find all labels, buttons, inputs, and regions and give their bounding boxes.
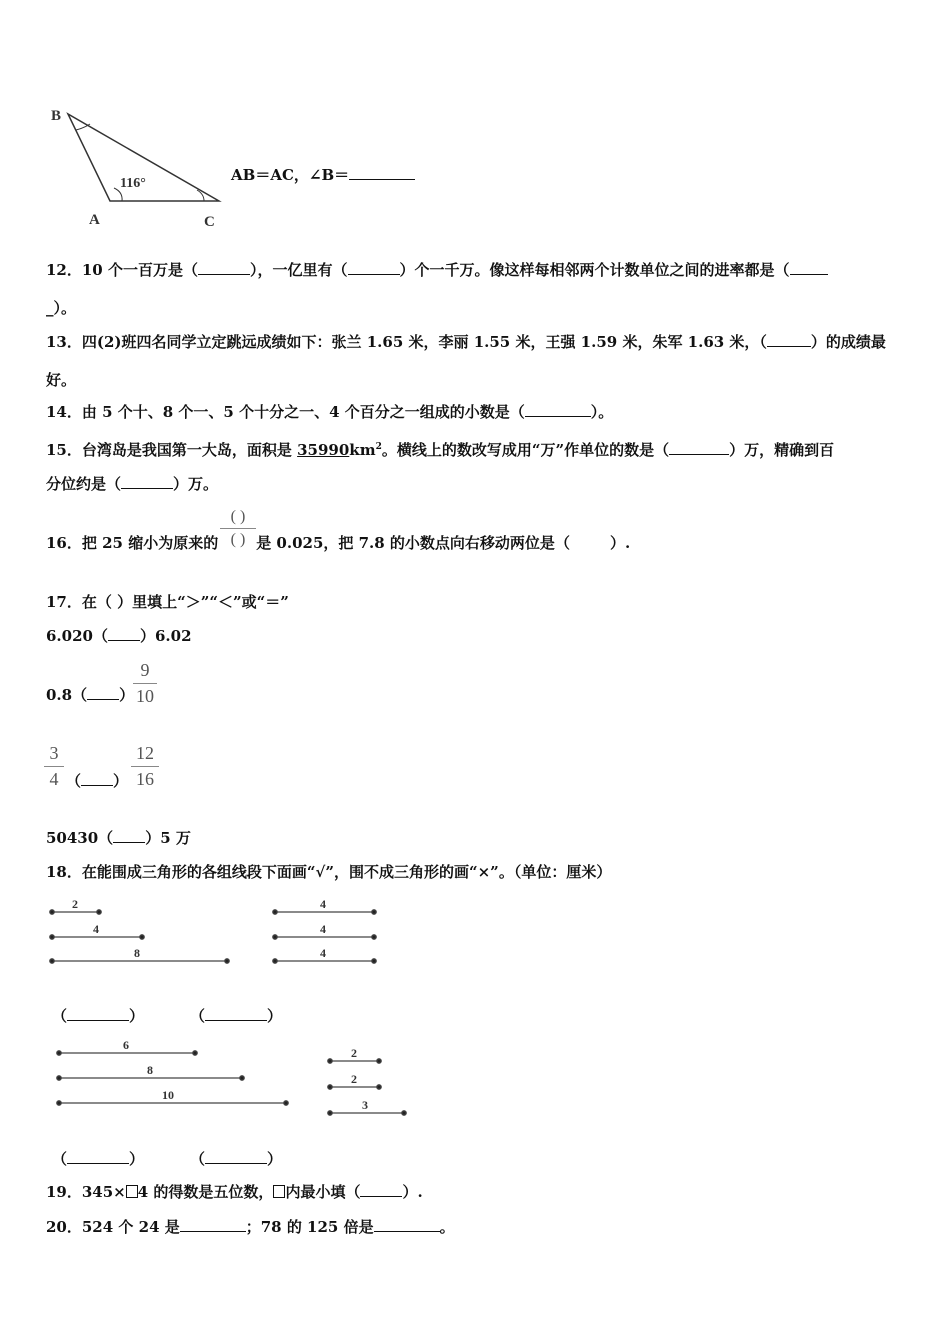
label-a: A bbox=[89, 212, 100, 228]
q17-compare4: 50430（ ）5 万 bbox=[46, 829, 191, 847]
q17-frac-9-10: 9 10 bbox=[133, 660, 157, 707]
q18-prompt: 18．在能围成三角形的各组线段下面画“√”，围不成三角形的画“×”。（单位：厘米） bbox=[46, 863, 612, 881]
q13-line1: 13．四(2)班四名同学立定跳远成绩如下：张兰 1.65 米，李丽 1.55 米，王强 1.59 米，朱军 1.63 米，（ ）的成绩最 bbox=[46, 333, 886, 351]
triangle-statement bbox=[231, 164, 415, 185]
triangle-statement-text: AB＝AC，∠B＝ bbox=[231, 166, 350, 184]
g1-label-3: 8 bbox=[134, 946, 140, 960]
q15-blank2[interactable] bbox=[121, 474, 173, 489]
q17-compare2: 0.8（ ） bbox=[46, 686, 135, 704]
q17-prompt: 17．在（ ）里填上“＞”“＜”或“＝” bbox=[46, 593, 289, 611]
label-c: C bbox=[204, 214, 215, 230]
q18-answer-3: （ ） bbox=[52, 1150, 145, 1168]
q20-blank1[interactable] bbox=[180, 1217, 246, 1232]
q12-line2: _）。 bbox=[46, 299, 77, 317]
q17-blank4[interactable] bbox=[113, 828, 145, 843]
q18-blank1[interactable] bbox=[67, 1006, 129, 1021]
q18-blank2[interactable] bbox=[205, 1006, 267, 1021]
box-icon bbox=[273, 1185, 285, 1198]
q12-blank3[interactable] bbox=[790, 260, 828, 275]
q12-blank2[interactable] bbox=[348, 260, 400, 275]
box-icon bbox=[126, 1185, 138, 1198]
q20-line: 20．524 个 24 是 ；78 的 125 倍是 。 bbox=[46, 1218, 455, 1236]
q16-frac-den[interactable]: ( ) bbox=[230, 531, 246, 548]
q15-blank1[interactable] bbox=[669, 440, 729, 455]
q12-line1: 12．10 个一百万是（ ），一亿里有（ ）个一千万。像这样每相邻两个计数单位之间的进率都是（ bbox=[46, 260, 828, 280]
q16-line: 16．把 25 缩小为原来的 是 0.025，把 7.8 的小数点向右移动两位是（ ）. bbox=[46, 534, 631, 552]
g2-label-3: 4 bbox=[320, 946, 326, 960]
g2-label-2: 4 bbox=[320, 922, 326, 936]
q18-answer-1: （ ） bbox=[52, 1007, 145, 1025]
q19-blank[interactable] bbox=[360, 1182, 402, 1197]
angle-b-arc bbox=[76, 124, 90, 130]
q18-answer-4: （ ） bbox=[190, 1150, 283, 1168]
g3-label-1: 6 bbox=[123, 1038, 129, 1052]
q17-compare3: （ ） bbox=[66, 772, 129, 790]
q15-line2: 分位约是（ ）万。 bbox=[46, 475, 219, 493]
g3-label-2: 8 bbox=[147, 1063, 153, 1077]
q20-blank2[interactable] bbox=[374, 1217, 440, 1232]
q16-frac-bar bbox=[220, 528, 256, 529]
q17-blank2[interactable] bbox=[87, 685, 119, 700]
area-value: 35990 bbox=[297, 441, 350, 459]
g4-label-3: 3 bbox=[362, 1098, 368, 1112]
g1-label-2: 4 bbox=[93, 922, 99, 936]
angle-label: 116° bbox=[120, 176, 146, 191]
q15-line1: 15．台湾岛是我国第一大岛，面积是 $35990km^2$。横线上的数改写成用“万”作单位的数是（ ）万，精确到百 bbox=[46, 441, 835, 459]
angle-b-blank[interactable] bbox=[349, 165, 415, 180]
label-b: B bbox=[51, 108, 62, 124]
q19-line: 19．345× 4 的得数是五位数， 内最小填（ ）. bbox=[46, 1183, 423, 1201]
q17-compare1: 6.020（ ）6.02 bbox=[46, 627, 192, 645]
q17-blank3[interactable] bbox=[81, 771, 113, 786]
q18-blank4[interactable] bbox=[205, 1149, 267, 1164]
q17-frac-3-4: 3 4 bbox=[44, 743, 64, 790]
q17-blank1[interactable] bbox=[108, 626, 140, 641]
q13-blank[interactable] bbox=[767, 332, 811, 347]
q13-line2: 好。 bbox=[46, 371, 77, 389]
q17-frac-12-16: 12 16 bbox=[131, 743, 159, 790]
g4-label-1: 2 bbox=[351, 1046, 357, 1060]
q14-line: 14．由 5 个十、8 个一、5 个十分之一、4 个百分之一组成的小数是（ ）。 bbox=[46, 403, 614, 421]
g4-label-2: 2 bbox=[351, 1072, 357, 1086]
triangle-figure bbox=[44, 100, 234, 235]
g2-label-1: 4 bbox=[320, 897, 326, 911]
g1-label-1: 2 bbox=[72, 897, 78, 911]
q18-answer-2: （ ） bbox=[190, 1007, 283, 1025]
g3-label-3: 10 bbox=[162, 1088, 174, 1102]
q12-blank1[interactable] bbox=[198, 260, 250, 275]
q16-frac-num[interactable]: ( ) bbox=[230, 508, 246, 525]
q14-blank[interactable] bbox=[525, 402, 591, 417]
q18-blank3[interactable] bbox=[67, 1149, 129, 1164]
